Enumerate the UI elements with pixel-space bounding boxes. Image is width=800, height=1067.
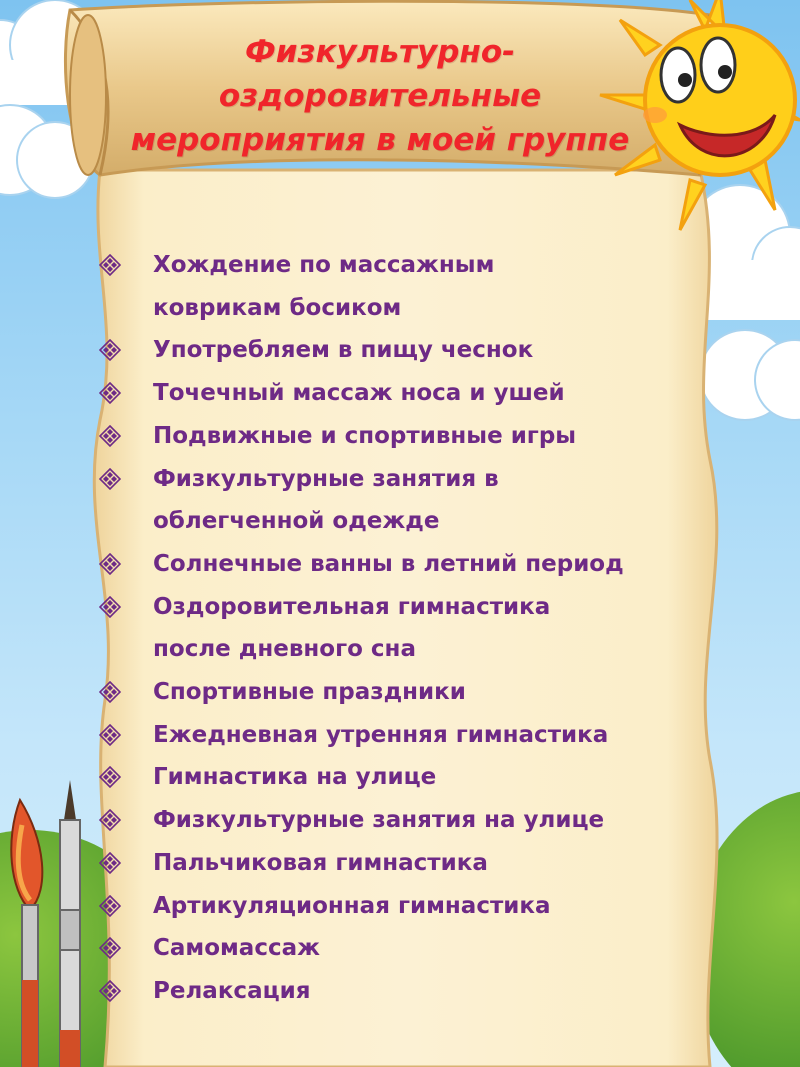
list-item-text: Артикуляционная гимнастика [153,892,551,919]
list-item-text: Точечный массаж носа и ушей [153,380,565,407]
list-item-text: Употребляем в пищу чеснок [153,337,534,364]
diamond-bullet-icon [99,372,125,414]
title-line: оздоровительные [218,78,542,114]
list-item [97,885,737,928]
list-item [97,586,737,671]
list-item-text: Подвижные и спортивные игры [153,422,577,449]
list-item-text: Релаксация [153,977,311,1004]
list-item-text: Гимнастика на улице [153,764,437,791]
list-item [97,329,737,372]
diamond-bullet-icon [99,799,125,841]
diamond-bullet-icon [99,458,125,500]
diamond-bullet-icon [99,415,125,457]
list-item-text: Солнечные ванны в летний период [153,550,624,577]
list-item [97,415,737,458]
list-item [97,970,737,1013]
title-line: Физкультурно- [245,34,515,70]
page-title [70,30,690,162]
list-item [97,372,737,415]
list-item [97,927,737,970]
list-item-text: Ежедневная утренняя гимнастика [153,721,609,748]
list-item-text: после дневного сна [153,636,416,663]
diamond-bullet-icon [99,756,125,798]
diamond-bullet-icon [99,244,125,286]
list-item-text: Спортивные праздники [153,679,466,706]
list-item [97,799,737,842]
list-item [97,543,737,586]
list-item-text: Физкультурные занятия на улице [153,807,605,834]
diamond-bullet-icon [99,543,125,585]
diamond-bullet-icon [99,842,125,884]
list-item [97,458,737,543]
diamond-bullet-icon [99,885,125,927]
list-item-text: коврикам босиком [153,294,402,321]
list-item [97,671,737,714]
diamond-bullet-icon [99,329,125,371]
list-item-text: Пальчиковая гимнастика [153,849,488,876]
list-item-text: Физкультурные занятия в [153,465,499,492]
list-item [97,244,737,329]
list-item-text: Самомассаж [153,935,320,962]
list-item [97,842,737,885]
diamond-bullet-icon [99,586,125,628]
activities-list [97,244,737,1013]
list-item [97,714,737,757]
list-item-text: Оздоровительная гимнастика [153,593,551,620]
diamond-bullet-icon [99,970,125,1012]
list-item-text: облегченной одежде [153,508,440,535]
title-line: мероприятия в моей группе [130,122,630,158]
diamond-bullet-icon [99,927,125,969]
diamond-bullet-icon [99,671,125,713]
list-item-text: Хождение по массажным [153,252,495,278]
list-item [97,756,737,799]
diamond-bullet-icon [99,714,125,756]
